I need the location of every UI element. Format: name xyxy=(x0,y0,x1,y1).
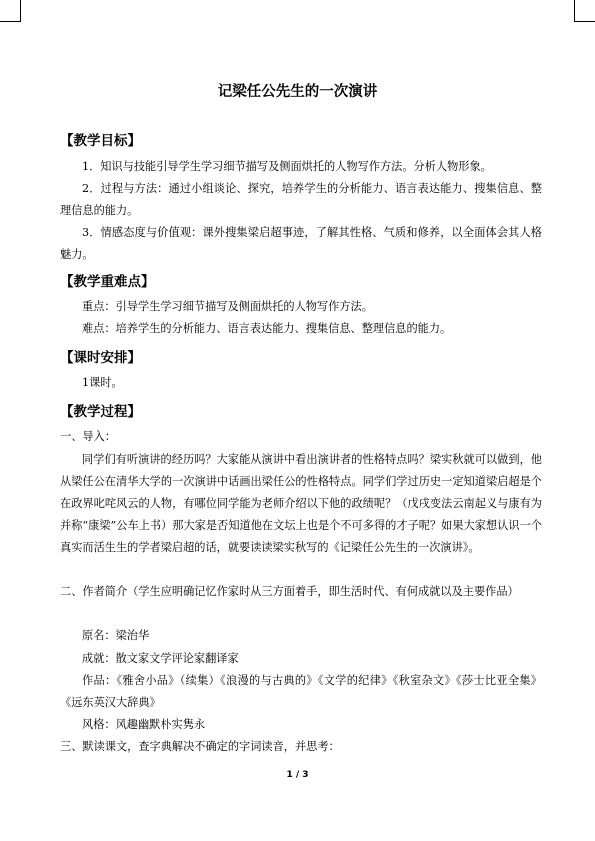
author-style: 风格：风趣幽默朴实隽永 xyxy=(82,718,206,731)
key-point-1: 重点：引导学生学习细节描写及侧面烘托的人物写作方法。 xyxy=(82,300,373,313)
author-achievement: 成就：散文家文学评论家翻译家 xyxy=(82,652,239,665)
key-heading: 【教学重难点】 xyxy=(60,274,155,290)
step1-text: 同学们有听演讲的经历吗？大家能从演讲中看出演讲者的性格特点吗？梁实秋就可以做到，他从梁任公在清华大学的一次演讲中话画出梁任公的性格特点。同学们学过历史一定知道梁启超是个在政界叱咤风云的人物，有哪位同学能为老师介绍以下他的政绩呢？（戊戌变法云南起义与康有为并称“康梁”公车上书）那大家是否知道他在文坛上也是个不可多得的才子呢？如果大家想认识一个真实而活生生的学者梁启超的话，就要读读梁实秋写的《记梁任公先生的一次演讲》。 xyxy=(60,453,542,554)
crop-mark-left-h xyxy=(0,21,20,22)
goal-1: 1．知识与技能引导学生学习细节描写及侧面烘托的人物写作方法。分析人物形象。 xyxy=(82,160,492,173)
goal-3: 3．情感态度与价值观：课外搜集梁启超事迹，了解其性格、气质和修养，以全面体会其人格魅力。 xyxy=(60,226,542,261)
step1-title: 一、导入： xyxy=(60,430,116,443)
page-title: 记梁任公先生的一次演讲 xyxy=(217,84,378,100)
step3-title: 三、默读课文，查字典解决不确定的字词读音，并思考： xyxy=(60,740,340,753)
step2-title: 二、作者简介（学生应明确记忆作家时从三方面着手，即生活时代、有何成就以及主要作品） xyxy=(60,585,519,598)
author-name: 原名：梁治华 xyxy=(82,629,150,642)
schedule-text: 1课时。 xyxy=(82,376,123,389)
crop-mark-right-h xyxy=(575,21,595,22)
author-works: 作品：《雅舍小品》（续集）《浪漫的与古典的》《文学的纪律》《秋室杂文》《莎士比亚全集》《远东英汉大辞典》 xyxy=(60,674,542,709)
goal-2: 2．过程与方法：通过小组谈论、探究，培养学生的分析能力、语言表达能力、搜集信息、整理信息的能力。 xyxy=(60,182,542,217)
schedule-heading: 【课时安排】 xyxy=(60,350,141,366)
page-number: 1 / 3 xyxy=(286,770,309,780)
process-heading: 【教学过程】 xyxy=(60,404,141,420)
crop-mark-right xyxy=(574,0,575,22)
key-point-2: 难点：培养学生的分析能力、语言表达能力、搜集信息、整理信息的能力。 xyxy=(82,322,452,335)
crop-mark-left xyxy=(20,0,21,22)
goals-heading: 【教学目标】 xyxy=(60,133,141,149)
